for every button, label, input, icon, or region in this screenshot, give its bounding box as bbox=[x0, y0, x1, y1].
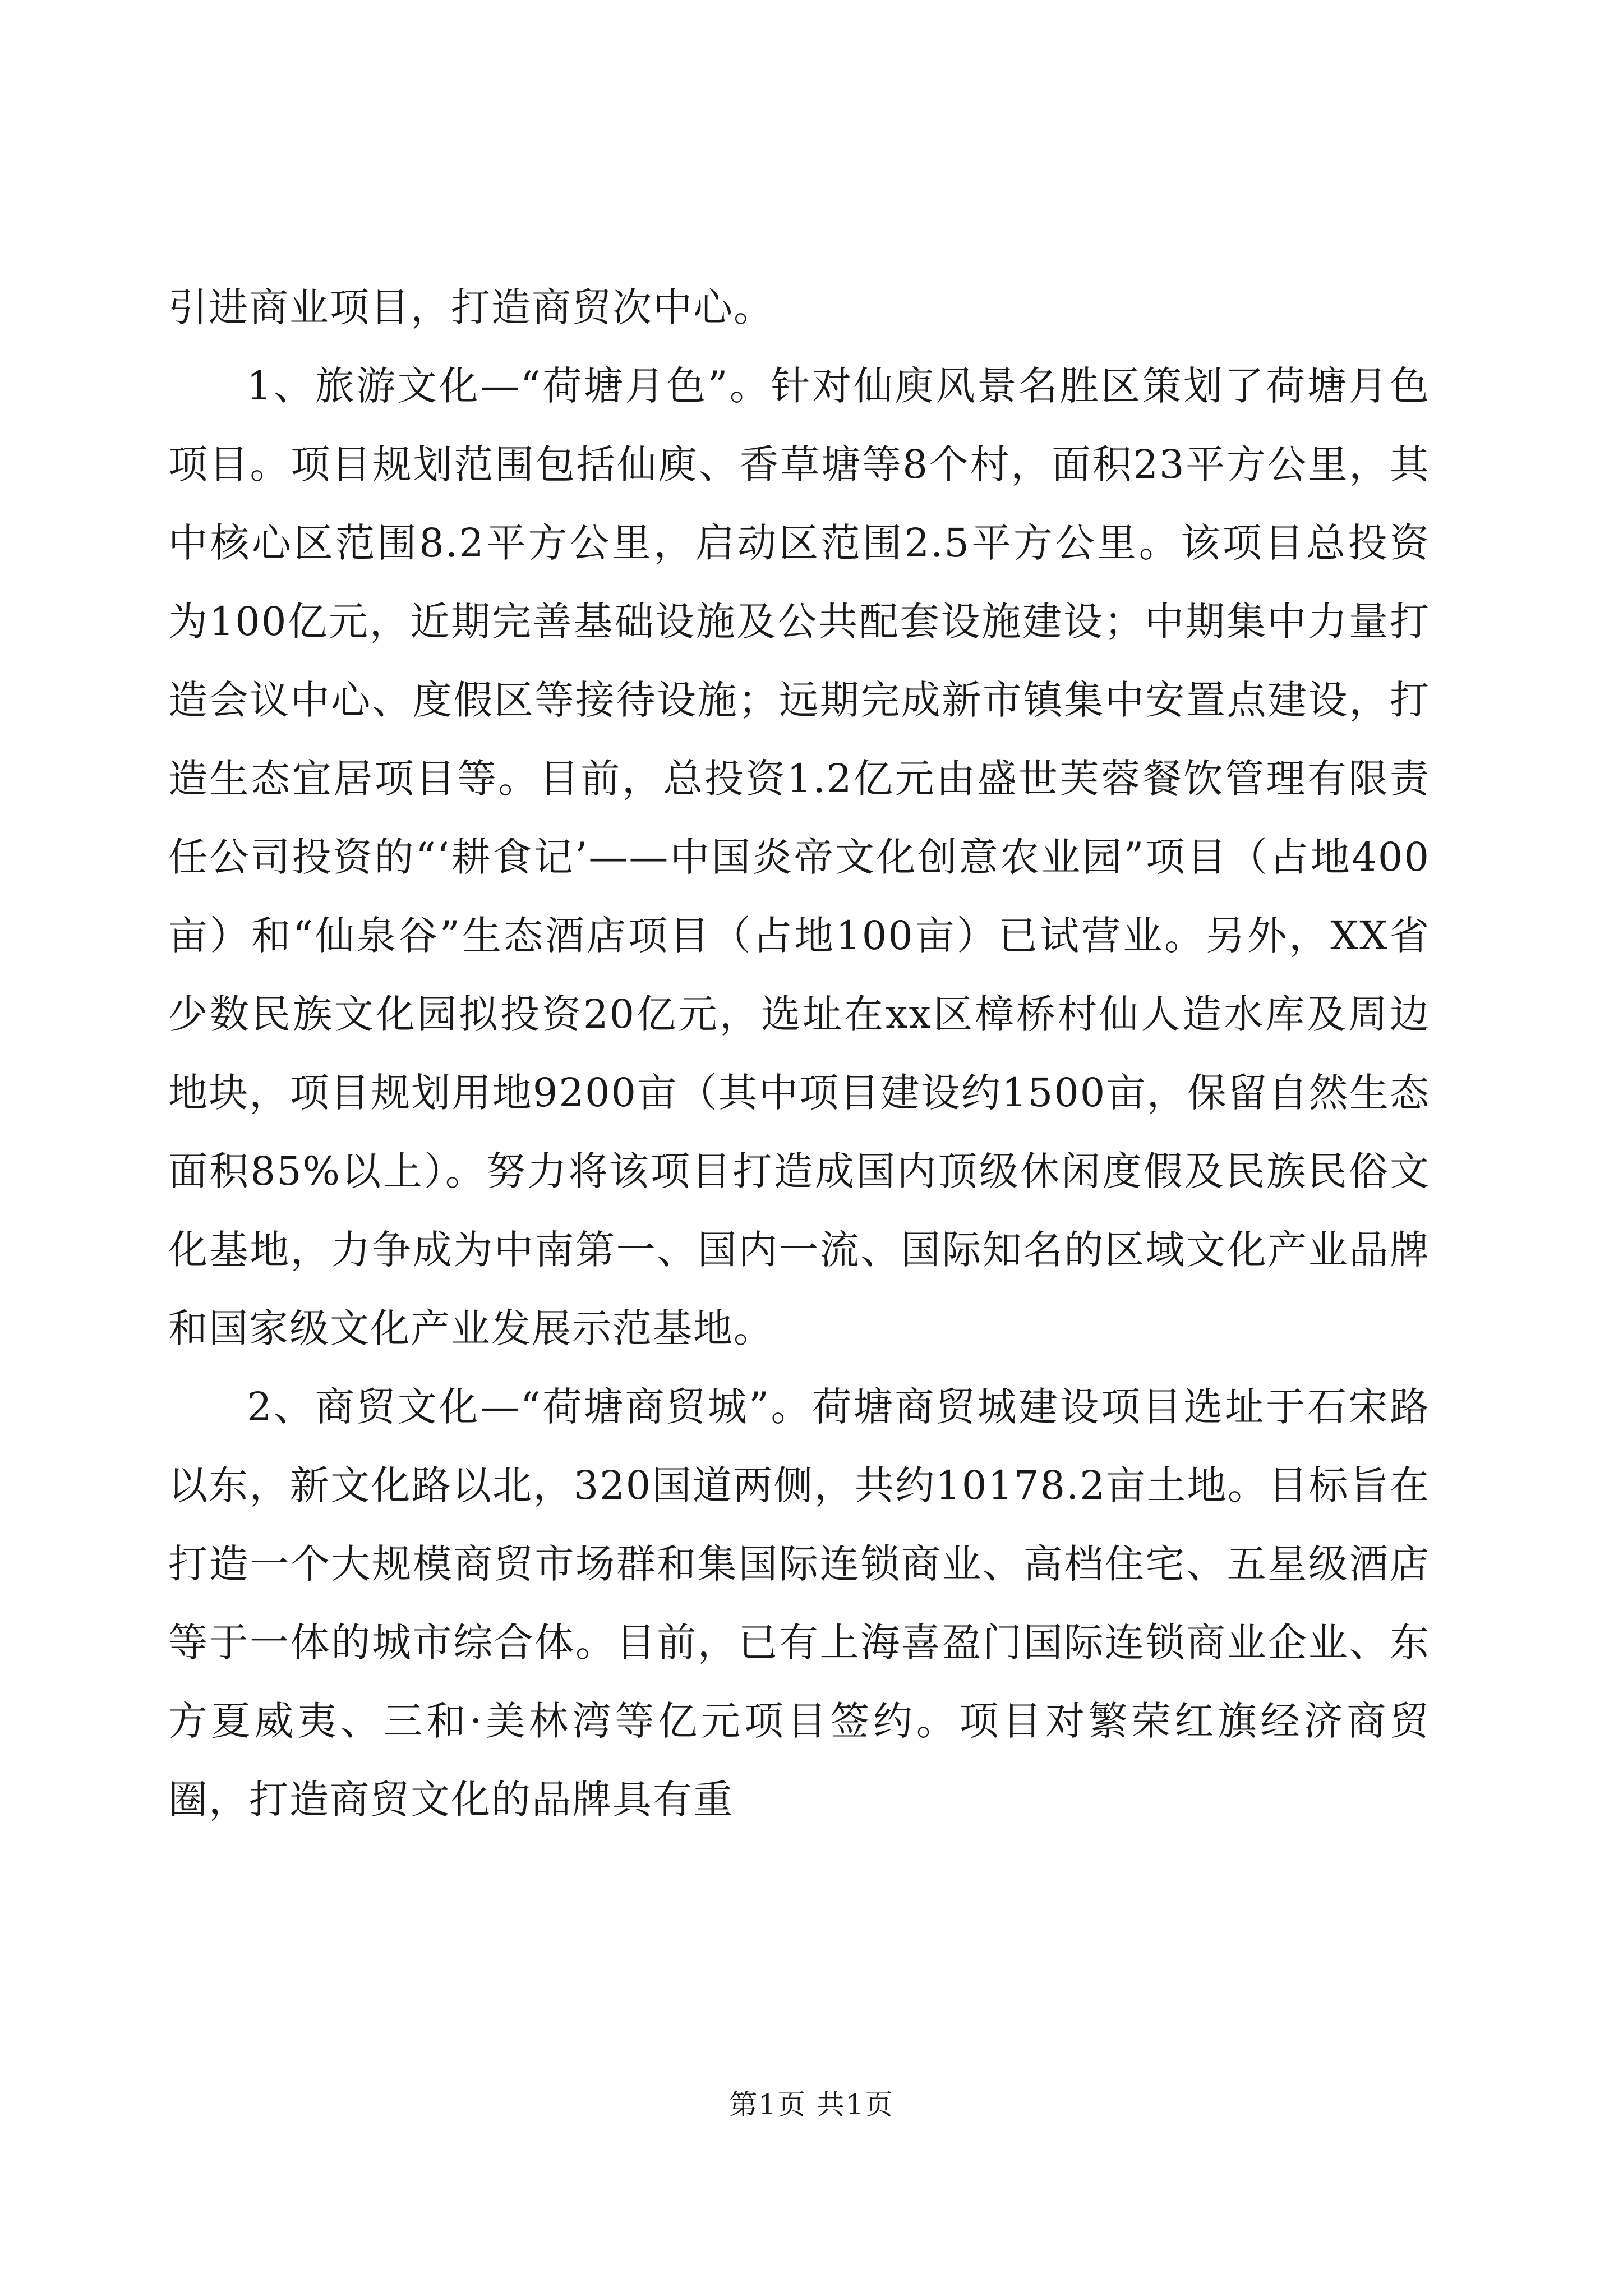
document-body bbox=[168, 268, 1430, 1839]
paragraph-intro: 引进商业项目，打造商贸次中心。 bbox=[168, 284, 774, 330]
page-footer: 第1页 共1页 bbox=[729, 2088, 894, 2121]
paragraph-tourism-culture: 1、旅游文化—“荷塘月色”。针对仙庾风景名胜区策划了荷塘月色项目。项目规划范围包括仙庾、香草塘等8个村，面积23平方公里，其中核心区范围8.2平方公里，启动区范围2.5平方公里。该项目总投资为100亿元，近期完善基础设施及公共配套设施建设；中期集中力量打造会议中心、度假区等接待设施；远期完成新市镇集中安置点建设，打造生态宜居项目等。目前，总投资1.2亿元由盛世芙蓉餐饮管理有限责任公司投资的“‘耕食记’——中国炎帝文化创意农业园”项目（占地400亩）和“仙泉谷”生态酒店项目（占地100亩）已试营业。另外，XX省少数民族文化园拟投资20亿元，选址在xx区樟桥村仙人造水库及周边地块，项目规划用地9200亩（其中项目建设约1500亩，保留自然生态面积85%以上）。努力将该项目打造成国内顶级休闲度假及民族民俗文化基地，力争成为中南第一、国内一流、国际知名的区域文化产业品牌和国家级文化产业发展示范基地。 bbox=[168, 363, 1430, 1351]
paragraph-commerce-culture: 2、商贸文化—“荷塘商贸城”。荷塘商贸城建设项目选址于石宋路以东，新文化路以北，320国道两侧，共约10178.2亩土地。目标旨在打造一个大规模商贸市场群和集国际连锁商业、高档住宅、五星级酒店等于一体的城市综合体。目前，已有上海喜盈门国际连锁商业企业、东方夏威夷、三和·美林湾等亿元项目签约。项目对繁荣红旗经济商贸圈，打造商贸文化的品牌具有重 bbox=[168, 1384, 1430, 1823]
